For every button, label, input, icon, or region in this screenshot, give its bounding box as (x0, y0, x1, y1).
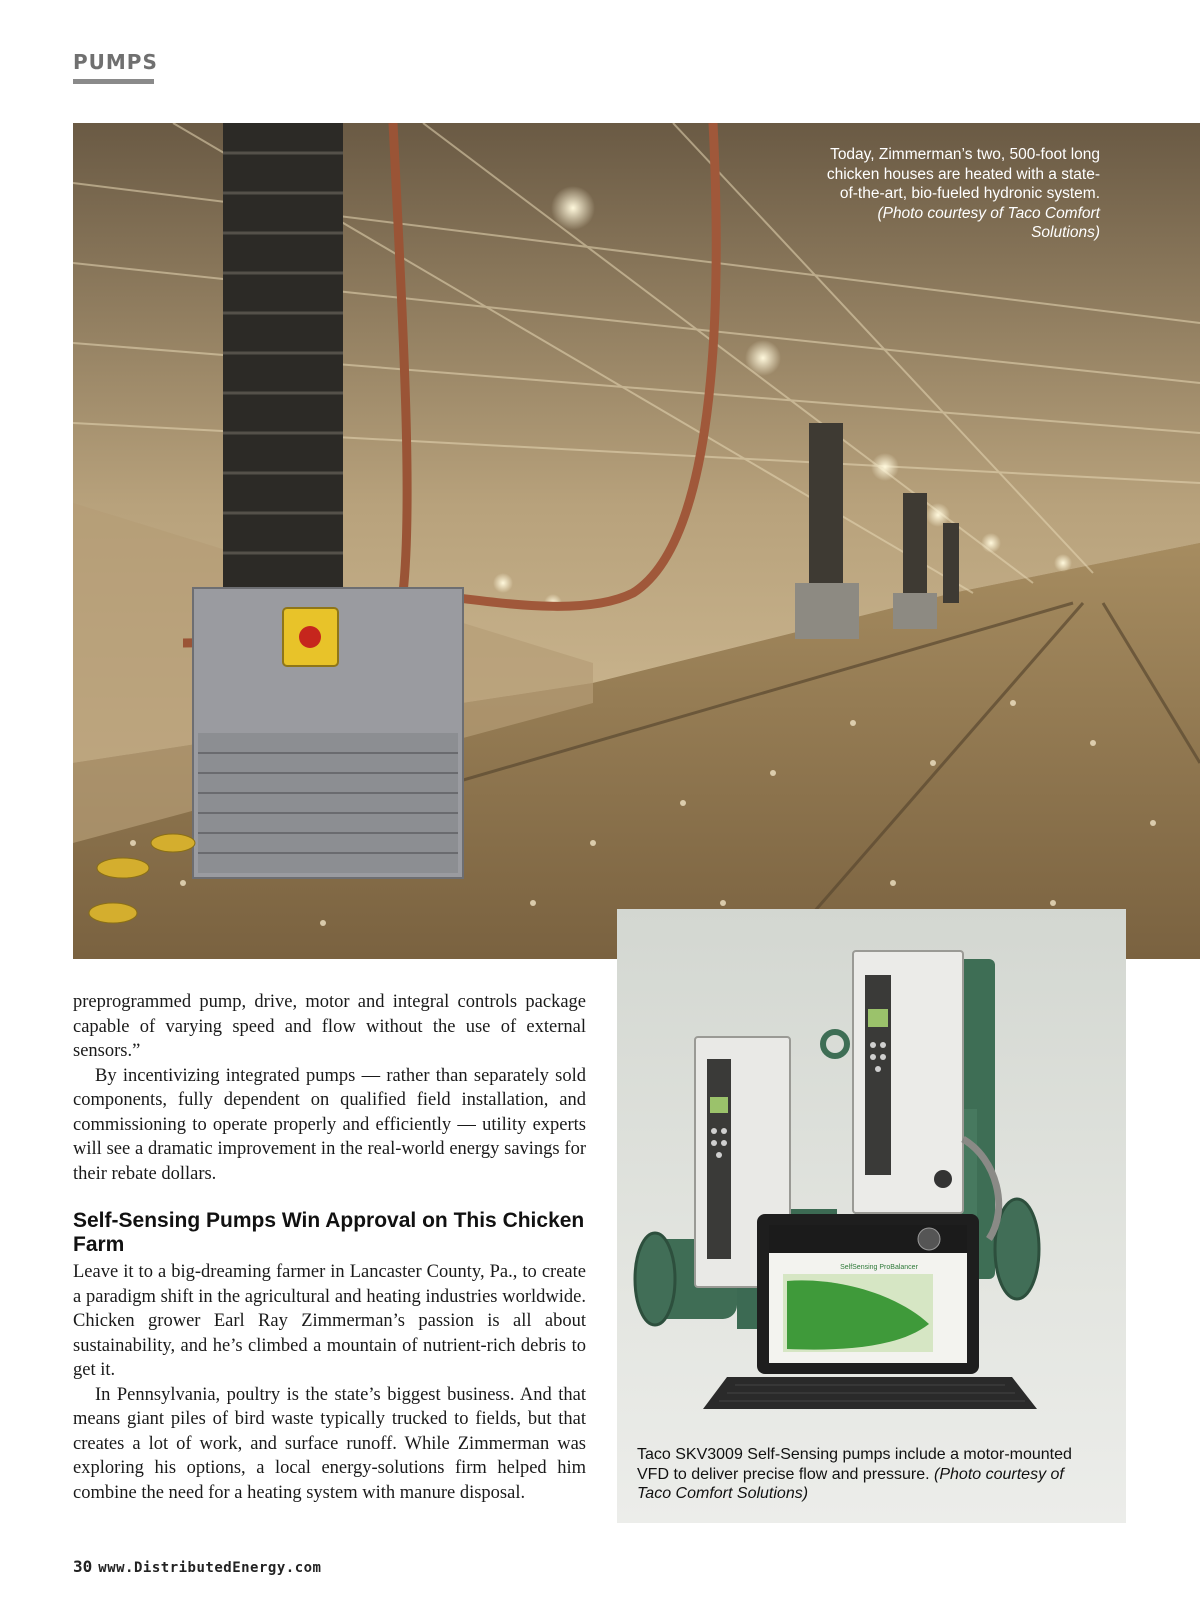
laptop-screen-label: SelfSensing ProBalancer (840, 1264, 918, 1271)
hero-caption-text: Today, Zimmerman’s two, 500-foot long chicken houses are heated with a state-of-the-art, bio-fueled hydronic system. (826, 146, 1100, 202)
product-caption-credit: (Photo courtesy of Taco Comfort Solutions) (637, 1465, 1064, 1502)
chicken-house-photo (73, 123, 1200, 959)
article-column-top (73, 990, 586, 1186)
article-paragraph: By incentivizing integrated pumps — rather than separately sold components, fully dependent on qualified field installation, and commissioning to operate properly and efficiently — utility experts will see a dramatic improvement in the real-world energy savings for their rebate dollars. (73, 1065, 586, 1184)
product-caption-text: Taco SKV3009 Self-Sensing pumps include a motor-mounted VFD to deliver precise flow and pressure. (637, 1446, 1072, 1483)
article-paragraph: In Pennsylvania, poultry is the state’s biggest business. And that means giant piles of bird waste typically trucked to fields, but that creates a lot of work, and surface runoff. While Zimmerman was exploring his options, a local energy-solutions firm helped him combine the need for a heating system with manure disposal. (73, 1384, 586, 1503)
article-paragraph: Leave it to a big-dreaming farmer in Lancaster County, Pa., to create a paradigm shift in the agricultural and heating industries worldwide. Chicken grower Earl Ray Zimmerman’s passion is all about sustainability, and he’s climbed a mountain of nutrient-rich debris to get it. (73, 1262, 586, 1380)
article-subhead: Self-Sensing Pumps Win Approval on This Chicken Farm (73, 1209, 585, 1256)
page-number: 30 (73, 1557, 93, 1576)
section-label: PUMPS (73, 50, 158, 74)
hero-photo-caption (810, 145, 1100, 243)
article-paragraph: preprogrammed pump, drive, motor and integral controls package capable of varying speed and flow without the use of external sensors.” (73, 992, 586, 1061)
hero-caption-credit: (Photo courtesy of Taco Comfort Solutions) (877, 204, 1100, 241)
footer-url[interactable]: www.DistributedEnergy.com (98, 1560, 322, 1576)
chicken-house-illustration (73, 123, 1200, 959)
section-rule (73, 79, 154, 84)
page-footer (73, 1557, 321, 1576)
product-photo-caption (637, 1445, 1102, 1504)
pump-product-photo (617, 909, 1126, 1523)
article-column-bottom (73, 1260, 586, 1505)
pump-illustration (617, 909, 1126, 1523)
